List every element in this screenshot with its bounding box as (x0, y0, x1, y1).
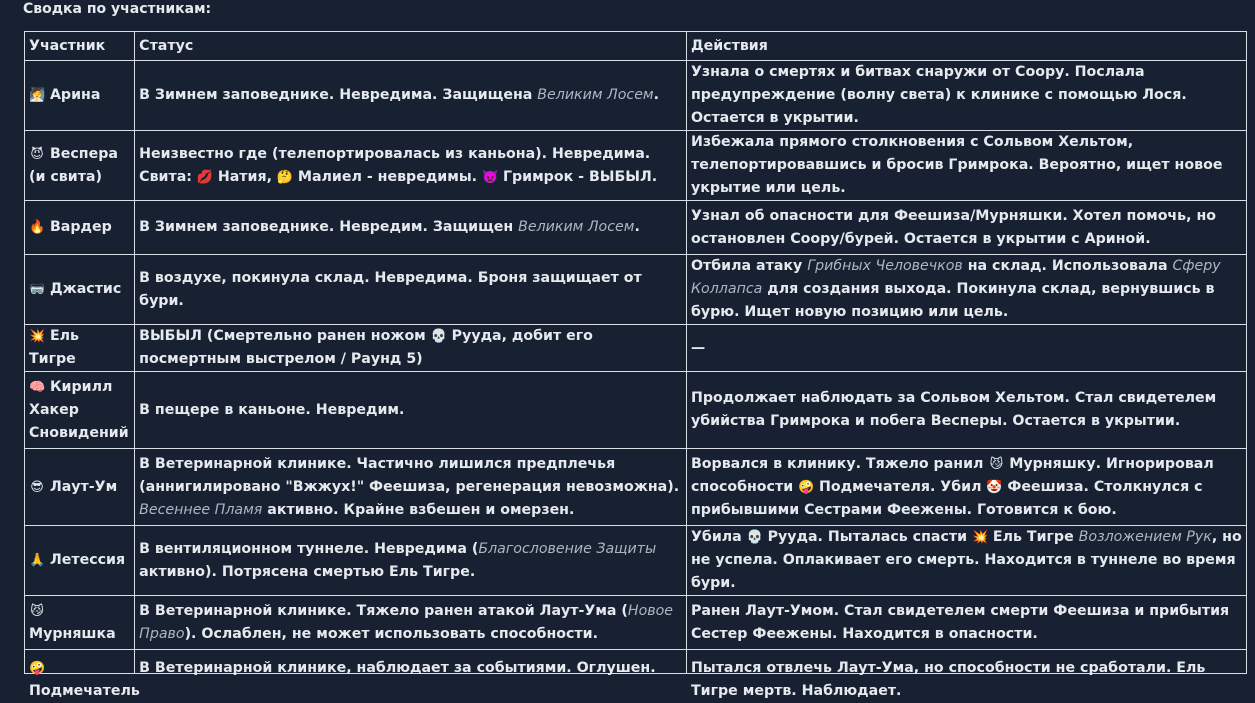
status-text: Натия, (212, 168, 277, 185)
actions-text: Рууда. Пыталась спасти (762, 529, 972, 545)
status-text: ). Ослаблен, не может использовать способности. (184, 625, 598, 642)
actions-text: Убила (690, 529, 747, 545)
actions-cell: Избежала прямого столкновения с Сольвом Хельтом, телепортировавшись и бросив Гримрока. Вероятно, ищет новое укрытие или цель. (686, 131, 1246, 201)
actions-cell: Узнала о смертях и битвах снаружи от Соору. Послала предупреждение (волну света) к клинике с помощью Лося. Остается в укрытии. (686, 61, 1246, 131)
status-text: В Зимнем заповеднике. Невредим. Защищен (139, 219, 519, 235)
actions-cell: Продолжает наблюдать за Сольвом Хельтом. Стал свидетелем убийства Гримрока и побега Весперы. Остается в укрытии. (686, 372, 1246, 449)
participant-name: Лаут-Ум (49, 478, 118, 495)
participant-name: Джастис (49, 281, 122, 297)
participant-cell (25, 255, 135, 325)
table-header-row (25, 32, 1247, 61)
table-row (25, 526, 1247, 596)
status-cell (135, 325, 687, 372)
participant-cell (25, 325, 135, 372)
status-cell: В воздухе, покинула склад. Невредима. Броня защищает от бури. (135, 255, 687, 325)
cat-face-icon: 😼 (30, 603, 44, 619)
angry-devil-icon: 👿 (482, 169, 499, 185)
actions-cell (686, 650, 1246, 699)
status-text: . (634, 219, 640, 235)
zany-face-icon: 🤪 (798, 479, 815, 495)
participant-cell (25, 201, 135, 255)
participant-name: Подмечатель (29, 683, 140, 699)
table-row (25, 449, 1247, 526)
actions-text: Подмечателя. Убил (814, 478, 987, 495)
header-status: Статус (135, 32, 687, 61)
status-emphasis: Великим Лосем (537, 87, 654, 103)
status-cell (135, 526, 687, 596)
status-cell (135, 131, 687, 201)
thinking-face-icon: 🤔 (276, 169, 294, 185)
actions-cell: Ранен Лаут-Умом. Стал свидетелем смерти Феешиза и прибытия Сестер Феежены. Находится в опасности. (686, 596, 1246, 650)
actions-cell: Узнал об опасности для Феешиза/Мурняшки. Хотел помочь, но остановлен Соору/бурей. Остается в укрытии с Ариной. (686, 201, 1246, 255)
actions-text: Мурняшку. Игнорировал способности (690, 455, 1214, 495)
status-strong: ВЫБЫЛ (588, 168, 652, 185)
actions-cell (686, 449, 1246, 526)
participant-cell (25, 372, 135, 449)
status-text: В Зимнем заповеднике. Невредима. Защищена (139, 87, 538, 103)
status-text: В Ветеринарной клинике. Частично лишился предплечья (аннигилировано "Вжжух!" Феешиза, регенерация невозможна). (139, 455, 680, 495)
kiss-icon: 💋 (196, 169, 214, 185)
participant-name: Арина (49, 87, 101, 103)
praying-hands-icon: 🙏 (29, 553, 46, 568)
header-actions: Действия (686, 32, 1246, 61)
status-cell (135, 201, 687, 255)
status-text: . (653, 87, 660, 103)
devil-icon: 😈 (30, 146, 44, 162)
status-cell: В пещере в каньоне. Невредим. (135, 372, 687, 449)
table-row (25, 131, 1247, 201)
person-icon: 🧖 (29, 88, 46, 103)
participant-name: Ель Тигре (29, 328, 80, 367)
status-strong: ВЫБЫЛ (139, 328, 202, 344)
participant-cell (25, 526, 135, 596)
status-text: . (651, 168, 658, 185)
actions-text: Ель Тигре (987, 529, 1079, 545)
fire-icon: 🔥 (29, 220, 46, 235)
status-text: активно. Крайне взбешен и омерзен. (262, 501, 575, 518)
status-text: Малиел - невредимы. (292, 168, 482, 185)
status-text: (Смертельно ранен ножом (201, 328, 431, 344)
status-emphasis: Великим Лосем (518, 219, 635, 235)
sunglasses-face-icon: 😎 (30, 479, 44, 495)
table-row (25, 325, 1247, 372)
table-row (25, 255, 1247, 325)
skull-icon: 💀 (430, 329, 447, 344)
actions-text: Феешиза. Столкнулся с прибывшими Сестрами Феежены. Готовится к бою. (690, 478, 1203, 518)
table-row (25, 372, 1247, 449)
explosion-icon: 💥 (971, 530, 989, 545)
actions-emphasis: Грибных Человечков (807, 258, 963, 274)
participant-name: Мурняшка (29, 625, 116, 642)
participant-cell (25, 131, 135, 201)
actions-cell (686, 526, 1246, 596)
table-row (25, 650, 1247, 674)
participant-name: Вардер (49, 219, 112, 235)
status-emphasis: Благословение Защиты (478, 540, 657, 557)
clown-face-icon: 🤡 (986, 479, 1003, 495)
status-text: В Ветеринарной клинике. Тяжело ранен атакой Лаут-Ума ( (139, 602, 628, 619)
zany-face-icon: 🤪 (29, 661, 46, 676)
status-emphasis: Весеннее Пламя (139, 501, 263, 518)
table-row (25, 201, 1247, 255)
cat-face-icon: 😼 (989, 456, 1004, 472)
participant-cell (25, 596, 135, 650)
explosion-icon: 💥 (29, 329, 46, 344)
status-text: Рууда, добит его посмертным выстрелом / Раунд 5) (139, 328, 593, 367)
actions-text: Ворвался в клинику. Тяжело ранил (690, 455, 989, 472)
participant-name: Летессия (49, 552, 126, 568)
actions-text: , но не успела. Оплакивает его смерть. Находится в туннеле во время бури. (690, 529, 1242, 591)
participant-name: Веспера (и свита) (29, 145, 118, 185)
participant-cell (25, 650, 140, 699)
status-text: Гримрок - (498, 168, 589, 185)
participant-name: Кирилл Хакер Сновидений (29, 378, 129, 441)
actions-emphasis: Возложением Рук (1078, 529, 1212, 545)
actions-text: для создания выхода. Покинула склад, вернувшись в бурю. Ищет новую позицию или цель. (690, 281, 1215, 320)
status-text: В вентиляционном туннеле. Невредима ( (139, 540, 479, 557)
status-cell (135, 650, 687, 674)
table-caption: Сводка по участникам: (23, 1, 212, 17)
actions-cell: — (686, 325, 1246, 372)
participant-cell (25, 61, 135, 131)
table-row (25, 596, 1247, 650)
table-row (25, 61, 1247, 131)
status-cell (135, 596, 687, 650)
participants-table (24, 31, 1247, 699)
status-text: В Ветеринарной клинике, наблюдает за событиями. Оглушен. (139, 660, 656, 676)
brain-icon: 🧠 (29, 379, 46, 395)
actions-emphasis: Сферу Коллапса (690, 258, 1221, 297)
actions-text: на склад. Использовала (962, 258, 1173, 274)
status-text: активно). Потрясена смертью Ель Тигре. (139, 563, 476, 580)
actions-text: Отбила атаку (690, 258, 808, 274)
actions-cell (686, 255, 1246, 325)
status-cell (135, 449, 687, 526)
participant-cell (25, 449, 135, 526)
status-emphasis: Новое Право (139, 602, 674, 642)
header-participant: Участник (25, 32, 135, 61)
status-text: Неизвестно где (телепортировалась из каньона). Невредима. Свита: (139, 145, 651, 185)
actions-text: Пытался отвлечь Лаут-Ума, но способности не сработали. Ель Тигре мертв. Наблюдает. (690, 660, 1206, 699)
skull-icon: 💀 (746, 530, 763, 545)
status-cell (135, 61, 687, 131)
goggles-icon: 🥽 (29, 282, 46, 297)
